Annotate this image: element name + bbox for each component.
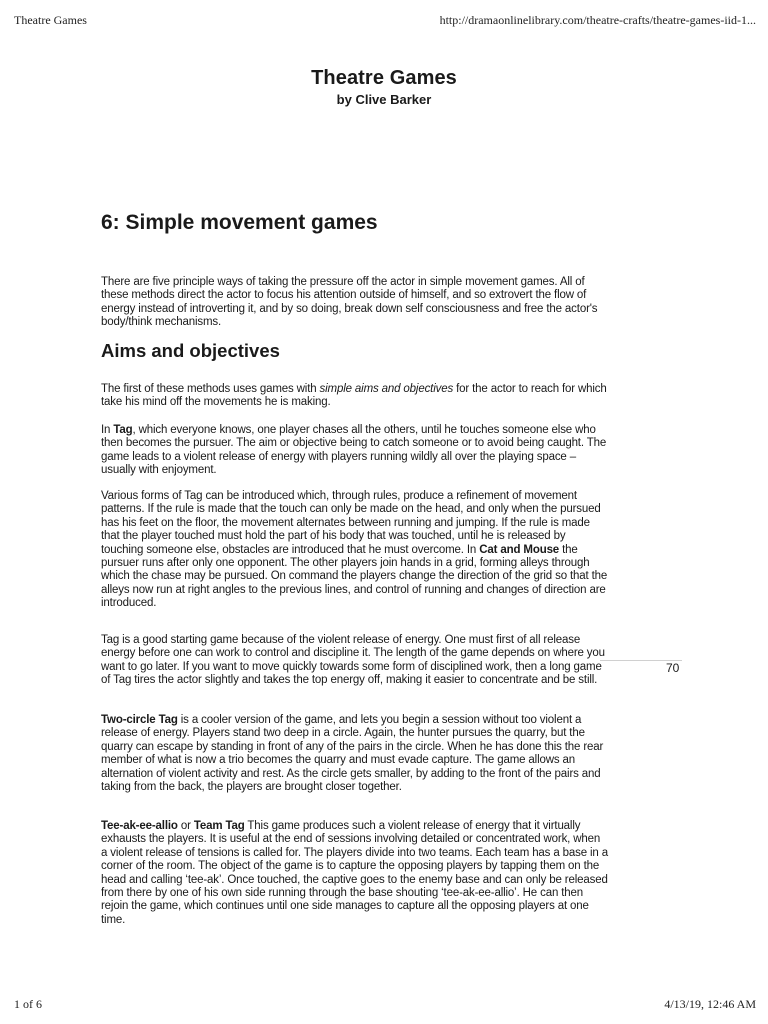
game-name-cat-and-mouse: Cat and Mouse (479, 543, 560, 556)
print-header-url: http://dramaonlinelibrary.com/theatre-crafts/theatre-games-iid-1... (439, 13, 756, 27)
emphasis-text: simple aims and objectives (319, 383, 454, 395)
game-name-tee-ak-ee-allio: Tee-ak-ee-allio (101, 820, 178, 832)
page-indicator: 1 of 6 (14, 997, 42, 1011)
print-header (14, 13, 756, 28)
print-header-title: Theatre Games (14, 13, 87, 27)
print-timestamp: 4/13/19, 12:46 AM (664, 997, 756, 1011)
chapter-title: 6: Simple movement games (101, 211, 378, 234)
paragraph-starting-game: Tag is a good starting game because of the violent release of energy. One must first of all release energy before one can work to control and discipline it. The length of the game depends on where you want to go later. If you want to move quickly towards some form of disciplined work, then a long game of Tag tires the actor slightly and takes the top energy off, making it easier to concentrate and be still. (101, 634, 605, 687)
page-number: 70 (666, 661, 680, 675)
paragraph-tag-variants: Various forms of Tag can be introduced which, through rules, produce a refinement of movement patterns. If the rule is made that the touch can only be made on the head, and only when the pursued has his feet on the floor, the movement alternates between running and jumping. If the rule is made that the player touched must hold the part of his body that was touched, until he is released by touching someone else, obstacles are introduced that he must overcome. In Cat and Mouse the pursuer runs after only one opponent. The other players join hands in a grid, forming alleys through which the chase may be pursued. On command the players change the direction of the grid so that the alleys now run at right angles to the previous lines, and control of running and changes of direction are introduced. (101, 490, 608, 610)
game-name-tag: Tag (113, 424, 133, 436)
paragraph-aims: The first of these methods uses games with simple aims and objectives for the actor to reach for which take his mind off the movements he is making. (101, 383, 607, 409)
paragraph-tag: In Tag, which everyone knows, one player chases all the others, until he touches someone else who then becomes the pursuer. The aim or objective being to catch someone or to avoid being caught. The game leads to a violent release of energy with players running wildly all over the playing space – usually with enjoyment. (101, 424, 607, 477)
print-footer (14, 997, 756, 1012)
paragraph-two-circle-tag: Two-circle Tag is a cooler version of the game, and lets you begin a session without too violent a release of energy. Players stand two deep in a circle. Again, the hunter pursues the quarry, but the quarry can escape by standing in front of any of the pairs in the circle. When he has done this the rear member of what is now a trio becomes the quarry and must evade capture. The game allows an alternation of violent activity and rest. As the circle gets smaller, by adding to the front of the pairs and taking from the back, the players are brought closer together. (101, 714, 604, 794)
section-title: Aims and objectives (101, 340, 280, 361)
document-title: Theatre Games (311, 67, 457, 89)
intro-paragraph: There are five principle ways of taking the pressure off the actor in simple movement games. All of these methods direct the actor to focus his attention outside of himself, and so extrovert the flow of energy instead of introverting it, and by so doing, break down self consciousness and free the actor's body/think mechanisms. (101, 276, 598, 329)
paragraph-team-tag: Tee-ak-ee-allio or Team Tag This game produces such a violent release of energy that it virtually exhausts the players. It is useful at the end of sessions involving detailed or concentrated work, when a violent release of tensions is called for. The players divide into two teams. Each team has a base in a corner of the room. The object of the game is to capture the opposing players by tapping them on the head and calling ‘tee-ak’. Once touched, the captive goes to the enemy base and can only be released from there by one of his own side running through the base shouting ‘tee-ak-ee-allio’. He can then rejoin the game, which continues until one side manages to capture all the opposing players at one time. (101, 820, 608, 926)
game-name-two-circle-tag: Two-circle Tag (101, 714, 178, 726)
document-byline: by Clive Barker (336, 92, 432, 107)
game-name-team-tag: Team Tag (193, 820, 245, 832)
